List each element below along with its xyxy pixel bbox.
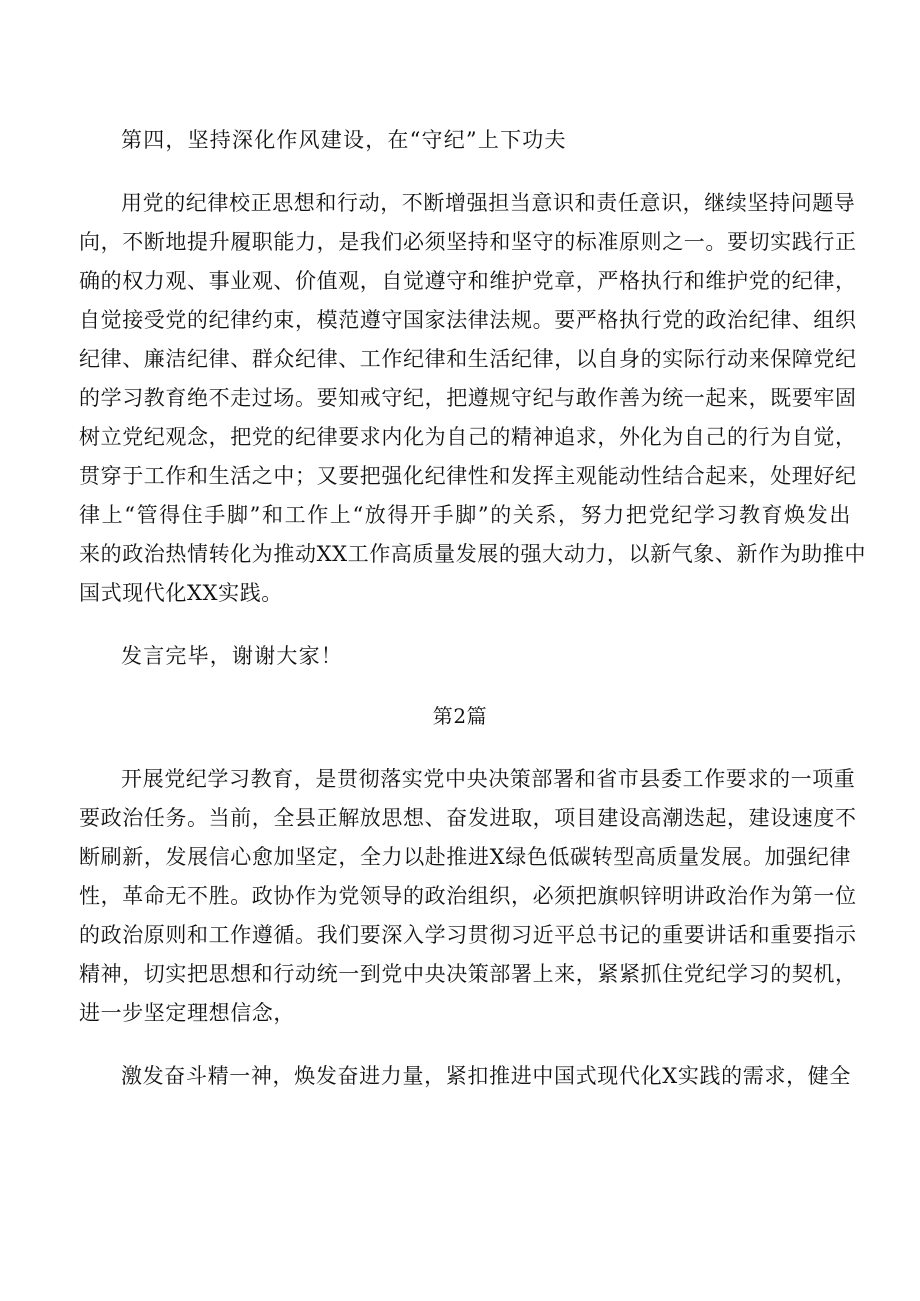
paragraph-line: 树立党纪观念，把党的纪律要求内化为自己的精神追求，外化为自己的行为自觉，	[79, 425, 857, 449]
paragraph-line: 贯穿于工作和生活之中；又要把强化纪律性和发挥主观能动性结合起来，处理好纪	[79, 464, 857, 488]
paragraph-line: 的学习教育绝不走过场。要知戒守纪，把遵规守纪与敢作善为统一起来，既要牢固	[79, 386, 857, 410]
article-title: 第2篇	[432, 704, 488, 728]
closing-remark: 发言完毕，谢谢大家！	[121, 644, 343, 668]
paragraph-line: 确的权力观、事业观、价值观，自觉遵守和维护党章，严格执行和维护党的纪律，	[79, 269, 857, 293]
paragraph-line: 用党的纪律校正思想和行动，不断增强担当意识和责任意识，继续坚持问题导	[121, 191, 856, 215]
paragraph-line: 自觉接受党的纪律约束，模范遵守国家法律法规。要严格执行党的政治纪律、组织	[79, 308, 857, 332]
paragraph-line: 激发奋斗精一神，焕发奋进力量，紧扣推进中国式现代化X实践的需求，健全	[121, 1064, 851, 1088]
paragraph-line: 进一步坚定理想信念，	[79, 1001, 295, 1025]
paragraph-line: 律上“管得住手脚”和工作上“放得开手脚”的关系，努力把党纪学习教育焕发出	[79, 503, 851, 527]
paragraph-line: 的政治原则和工作遵循。我们要深入学习贯彻习近平总书记的重要讲话和重要指示	[79, 923, 857, 947]
paragraph-line: 精神，切实把思想和行动统一到党中央决策部署上来，紧紧抓住党纪学习的契机，	[79, 962, 857, 986]
paragraph-line: 开展党纪学习教育，是贯彻落实党中央决策部署和省市县委工作要求的一项重	[121, 767, 856, 791]
paragraph-line: 国式现代化XX实践。	[79, 581, 283, 605]
paragraph-line: 向，不断地提升履职能力，是我们必须坚持和坚守的标准原则之一。要切实践行正	[79, 230, 857, 254]
section-heading: 第四，坚持深化作风建设，在“守纪”上下功夫	[121, 128, 567, 152]
paragraph-line: 要政治任务。当前，全县正解放思想、奋发进取，项目建设高潮迭起，建设速度不	[79, 806, 857, 830]
paragraph-line: 来的政治热情转化为推动XX工作高质量发展的强大动力，以新气象、新作为助推中	[79, 542, 867, 566]
paragraph-line: 性，革命无不胜。政协作为党领导的政治组织，必须把旗帜锌明讲政治作为第一位	[79, 884, 857, 908]
paragraph-line: 纪律、廉洁纪律、群众纪律、工作纪律和生活纪律，以自身的实际行动来保障党纪	[79, 347, 857, 371]
paragraph-line: 断刷新，发展信心愈加坚定，全力以赴推进X绿色低碳转型高质量发展。加强纪律	[79, 845, 851, 869]
